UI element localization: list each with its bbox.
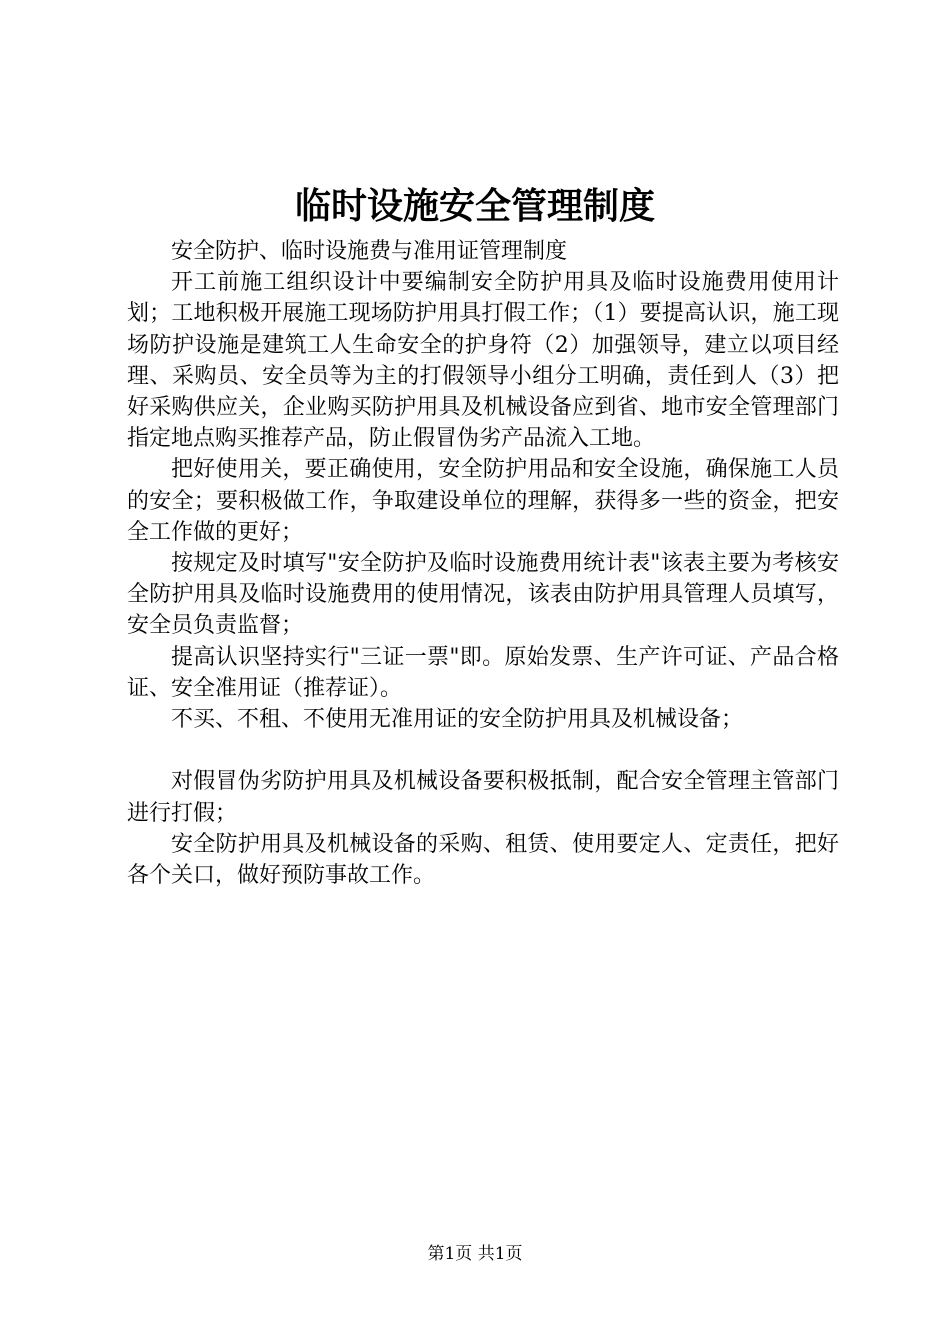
paragraph-statistics: 按规定及时填写"安全防护及临时设施费用统计表"该表主要为考核安全防护用具及临时设施费用的使用情况，该表由防护用具管理人员填写，安全员负责监督；: [127, 551, 839, 639]
document-title: 临时设施安全管理制度: [294, 186, 655, 227]
paragraph-prohibition: 不买、不租、不使用无准用证的安全防护用具及机械设备；: [171, 707, 744, 733]
paragraph-subtitle: 安全防护、临时设施费与准用证管理制度: [171, 239, 568, 264]
page-footer: 第1页 共1页: [427, 1244, 523, 1264]
paragraph-planning: 开工前施工组织设计中要编制安全防护用具及临时设施费用使用计划；工地积极开展施工现场防护用具打假工作；（1）要提高认识，施工现场防护设施是建筑工人生命安全的护身符（2）加强领导，建立以项目经理、采购员、安全员等为主的打假领导小组分工明确，责任到人（3）把好采购供应关，企业购买防护用具及机械设备应到省、地市安全管理部门指定地点购买推荐产品，防止假冒伪劣产品流入工地。: [127, 270, 839, 452]
paragraph-anti-counterfeit: 对假冒伪劣防护用具及机械设备要积极抵制，配合安全管理主管部门进行打假；: [127, 769, 839, 826]
paragraph-responsibility: 安全防护用具及机械设备的采购、租赁、使用要定人、定责任，把好各个关口，做好预防事故工作。: [127, 831, 839, 889]
paragraph-certificates: 提高认识坚持实行"三证一票"即。原始发票、生产许可证、产品合格证、安全准用证（推荐证）。: [127, 644, 839, 701]
paragraph-spacer: [127, 735, 839, 766]
paragraph-usage: 把好使用关，要正确使用，安全防护用品和安全设施，确保施工人员的安全；要积极做工作，争取建设单位的理解，获得多一些的资金，把安全工作做的更好；: [127, 457, 839, 545]
document-body: [127, 236, 839, 891]
